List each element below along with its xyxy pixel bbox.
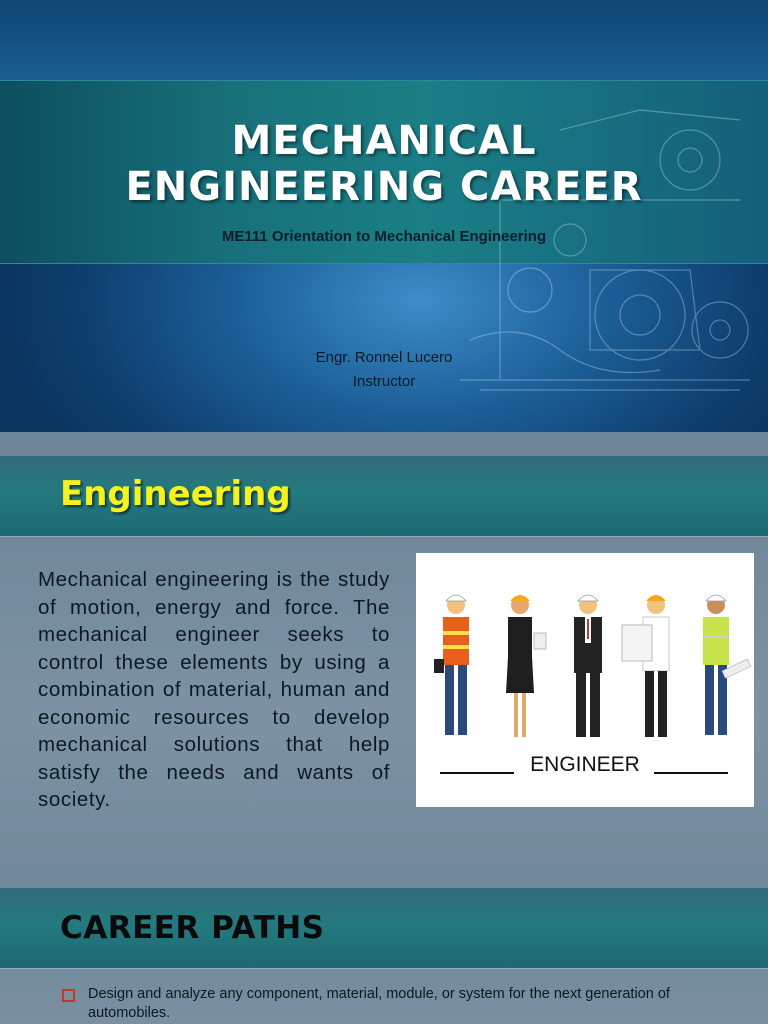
bullet-item: Design and analyze any component, material, module, or system for the next generation of automobiles. bbox=[88, 986, 670, 1021]
bullet-square-icon bbox=[62, 989, 75, 1002]
top-strip bbox=[0, 0, 768, 80]
image-caption: ENGINEER bbox=[530, 753, 640, 776]
slide-heading: Engineering bbox=[60, 474, 291, 514]
title-line-1: MECHANICAL bbox=[231, 118, 537, 164]
slide-heading: CAREER PATHS bbox=[60, 910, 325, 946]
title-line-2: ENGINEERING CAREER bbox=[125, 164, 643, 210]
slide-title bbox=[0, 118, 768, 210]
body-paragraph: Mechanical engineering is the study of motion, energy and force. The mechanical engineer seeks to control these elements by using a combination of material, human and economic resources to develop mechanical solutions that help satisfy the needs and wants of society. bbox=[38, 568, 390, 811]
author-name: Engr. Ronnel Lucero bbox=[315, 349, 453, 366]
title-slide bbox=[0, 0, 768, 432]
slide-subtitle: ME111 Orientation to Mechanical Engineering bbox=[221, 228, 547, 245]
author-block bbox=[284, 346, 484, 394]
engineering-slide bbox=[0, 456, 768, 888]
engineers-image bbox=[416, 553, 754, 807]
career-paths-slide bbox=[0, 888, 768, 1024]
caption-line-right bbox=[654, 772, 728, 774]
author-role: Instructor bbox=[352, 373, 416, 390]
